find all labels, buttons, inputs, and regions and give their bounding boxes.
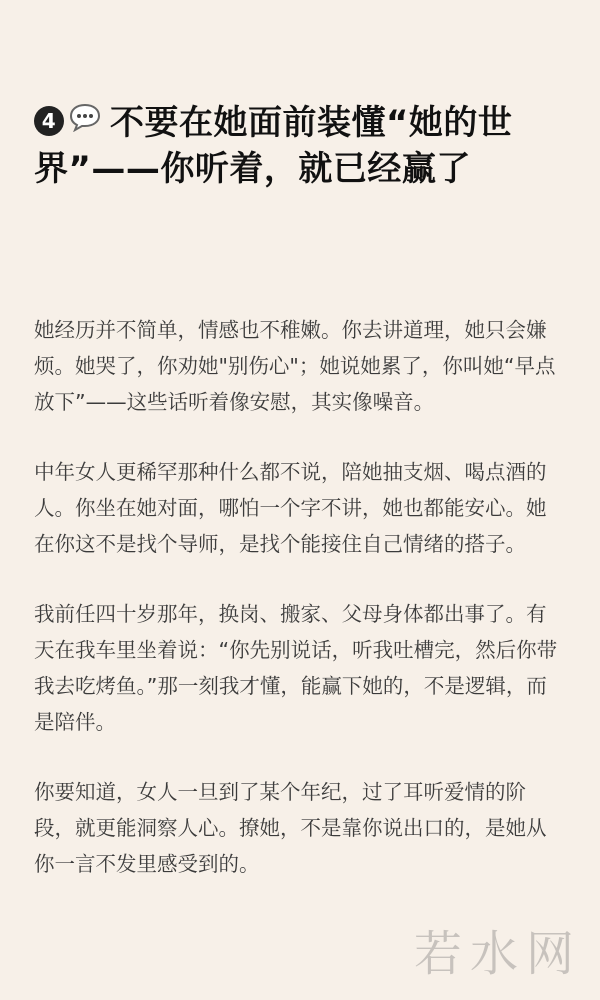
page-title (34, 98, 564, 192)
heading-text: 不要在她面前装懂“她的世界”——你听着，就已经赢了 (34, 103, 513, 189)
speech-bubble-icon (68, 98, 102, 144)
paragraph-2: 中年女人更稀罕那种什么都不说，陪她抽支烟、喝点酒的人。你坐在她对面，哪怕一个字不讲，她也都能安心。她在你这不是找个导师，是找个能接住自己情绪的搭子。 (34, 460, 547, 556)
paragraph-1: 她经历并不简单，情感也不稚嫩。你去讲道理，她只会嫌烦。她哭了，你劝她"别伤心"；她说她累了，你叫她“早点放下”——这些话听着像安慰，其实像噪音。 (34, 318, 556, 414)
article-body (34, 312, 564, 916)
paragraph-3: 我前任四十岁那年，换岗、搬家、父母身体都出事了。有天在我车里坐着说：“你先别说话，听我吐槽完，然后你带我去吃烤鱼。”那一刻我才懂，能赢下她的，不是逻辑，而是陪伴。 (34, 602, 558, 734)
paragraph-4: 你要知道，女人一旦到了某个年纪，过了耳听爱情的阶段，就更能洞察人心。撩她，不是靠你说出口的，是她从你一言不发里感受到的。 (34, 780, 547, 876)
heading-block (34, 98, 564, 192)
watermark: 若水网 (413, 926, 582, 982)
number-four-badge-icon: 4 (34, 106, 64, 136)
